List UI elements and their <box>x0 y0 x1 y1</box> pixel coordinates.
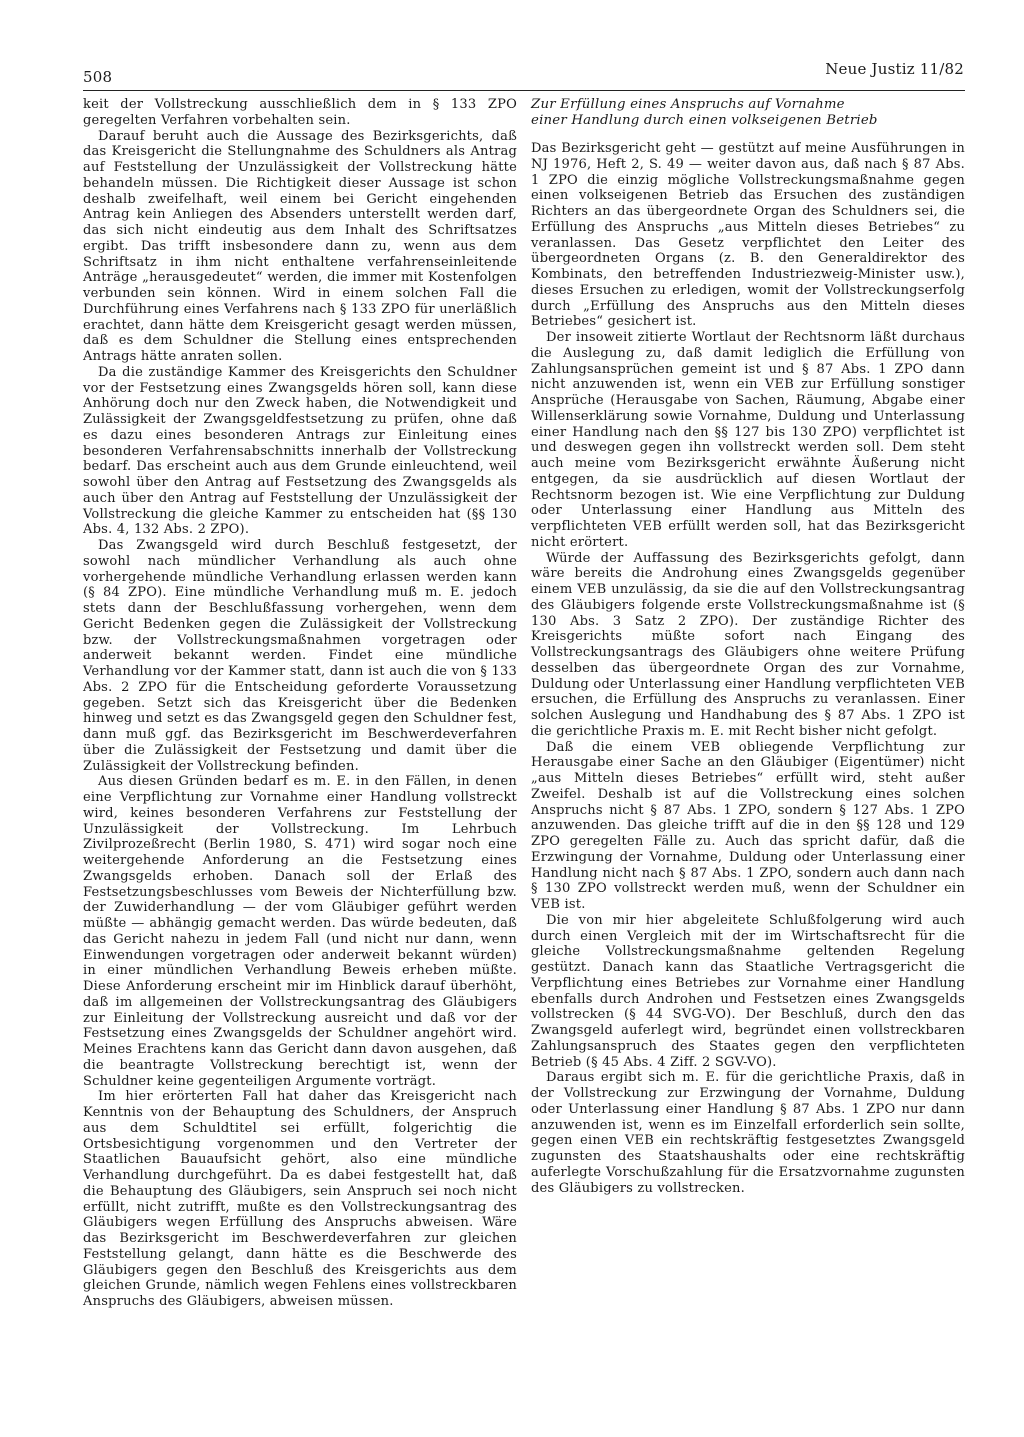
header-rule <box>83 90 965 91</box>
paragraph: Daß die einem VEB obliegende Verpflichtung zur Herausgabe einer Sache an den Gläubiger (Eigentümer) nicht „aus Mitteln dieses Betriebes“ erfüllt wird, steht außer Zweifel. Deshalb ist auf die Vollstreckung eines solchen Anspruchs nicht § 87 Abs. 1 ZPO, sondern § 127 Abs. 1 ZPO anzuwenden. Das gleiche trifft auf die in den §§ 128 und 129 ZPO geregelten Fälle zu. Auch das spricht dafür, daß die Erzwingung der Vornahme, Duldung oder Unterlassung einer Handlung nicht nach § 87 Abs. 1 ZPO, sondern auch dann nach § 130 ZPO vollstreckt werden muß, wenn der Schuldner ein VEB ist. <box>531 739 965 912</box>
journal-title: Neue Justiz 11/82 <box>825 60 964 78</box>
section-heading-line: Zur Erfüllung eines Anspruchs auf Vornahme <box>531 97 845 112</box>
paragraph: Die von mir hier abgeleitete Schlußfolgerung wird auch durch einen Vergleich mit der im Wirtschaftsrecht für die gleiche Vollstreckungsmaßnahme geltenden Regelung gestützt. Danach kann das Staatliche Vertragsgericht die Verpflichtung eines Betriebes zur Vornahme einer Handlung ebenfalls durch Androhen und Festsetzen eines Zwangsgelds vollstrecken (§ 44 SVG-VO). Der Beschluß, durch den das Zwangsgeld auferlegt wird, begründet einen vollstreckbaren Zahlungsanspruch des Staates gegen den verpflichteten Betrieb (§ 45 Abs. 4 Ziff. 2 SGV-VO). <box>531 912 965 1070</box>
right-column <box>531 97 965 1196</box>
paragraph: Das Zwangsgeld wird durch Beschluß festgesetzt, der sowohl nach mündlicher Verhandlung als auch ohne vorhergehende mündliche Verhandlung erlassen werden kann (§ 84 ZPO). Eine mündliche Verhandlung muß m. E. jedoch stets dann der Beschlußfassung vorhergehen, wenn dem Gericht Bedenken gegen die Zulässigkeit der Vollstreckung bzw. der Vollstreckungsmaßnahmen vorgetragen oder anderweit bekannt werden. Findet eine mündliche Verhandlung vor der Kammer statt, dann ist auch die von § 133 Abs. 2 ZPO für die Entscheidung geforderte Voraussetzung gegeben. Setzt sich das Kreisgericht über die Bedenken hinweg und setzt es das Zwangsgeld gegen den Schuldner fest, dann muß ggf. das Bezirksgericht im Beschwerdeverfahren über die Zulässigkeit der Festsetzung und damit über die Zulässigkeit der Vollstreckung befinden. <box>83 538 517 774</box>
paragraph: keit der Vollstreckung ausschließlich dem in § 133 ZPO geregelten Verfahren vorbehalten sein. <box>83 97 517 128</box>
paragraph: Daraus ergibt sich m. E. für die gerichtliche Praxis, daß in der Vollstreckung zur Erzwingung der Vornahme, Duldung oder Unterlassung einer Handlung § 87 Abs. 1 ZPO nur dann anzuwenden ist, wenn es im Einzelfall erforderlich sein sollte, gegen einen VEB ein rechtskräftig festgesetztes Zwangsgeld zugunsten des Staatshaushalts oder eine rechtskräftig auferlegte Vorschußzahlung für die Ersatzvornahme zugunsten des Gläubigers zu vollstrecken. <box>531 1070 965 1196</box>
paragraph: Da die zuständige Kammer des Kreisgerichts den Schuldner vor der Festsetzung eines Zwangsgelds hören soll, kann diese Anhörung doch nur den Zweck haben, die Notwendigkeit und Zulässigkeit der Zwangsgeldfestsetzung zu prüfen, ohne daß es dazu eines besonderen Antrags zur Einleitung eines besonderen Verfahrensabschnitts innerhalb der Vollstreckung bedarf. Das erscheint auch aus dem Grunde einleuchtend, weil sowohl über den Antrag auf Festsetzung des Zwangsgelds als auch über den Antrag auf Feststellung der Unzulässigkeit der Vollstreckung die gleiche Kammer zu entscheiden hat (§§ 130 Abs. 4, 132 Abs. 2 ZPO). <box>83 364 517 538</box>
paragraph: Das Bezirksgericht geht — gestützt auf meine Ausführungen in NJ 1976, Heft 2, S. 49 — weiter davon aus, daß nach § 87 Abs. 1 ZPO die einzig mögliche Vollstreckungsmaßnahme gegen einen volkseigenen Betrieb das Ersuchen des zuständigen Richters an das übergeordnete Organ des Schuldners sei, die Erfüllung des Anspruchs „aus Mitteln dieses Betriebes“ zu veranlassen. Das Gesetz verpflichtet den Leiter des übergeordneten Organs (z. B. den Generaldirektor des Kombinats, den betreffenden Industriezweig-Minister usw.), dieses Ersuchen zu erledigen, womit der Vollstreckungserfolg durch „Erfüllung des Anspruchs aus den Mitteln dieses Betriebes“ gesichert ist. <box>531 141 965 330</box>
paragraph: Darauf beruht auch die Aussage des Bezirksgerichts, daß das Kreisgericht die Stellungnahme des Schuldners als Antrag auf Feststellung der Unzulässigkeit der Vollstreckung hätte behandeln müssen. Die Richtigkeit dieser Aussage ist schon deshalb zweifelhaft, weil einem bei Gericht eingehenden Antrag kein Anliegen des Absenders unterstellt werden darf, das sich nicht eindeutig aus dem Inhalt des Schriftsatzes ergibt. Das trifft insbesondere dann zu, wenn aus dem Schriftsatz in ihm nicht enthaltene verfahrenseinleitende Anträge „herausgedeutet“ werden, die immer mit Kostenfolgen verbunden sein können. Wird in einem solchen Fall die Durchführung eines Verfahrens nach § 133 ZPO für unerläßlich erachtet, dann hätte dem Kreisgericht gesagt werden müssen, daß es dem Schuldner die Stellung eines entsprechenden Antrags hätte anraten sollen. <box>83 128 517 364</box>
section-heading-line: einer Handlung durch einen volkseigenen Betrieb <box>531 113 878 128</box>
paragraph: Der insoweit zitierte Wortlaut der Rechtsnorm läßt durchaus die Auslegung zu, daß damit lediglich die Erfüllung von Zahlungsansprüchen gemeint ist und § 87 Abs. 1 ZPO dann nicht anzuwenden ist, wenn ein VEB zur Erfüllung sonstiger Ansprüche (Herausgabe von Sachen, Räumung, Abgabe einer Willenserklärung sowie Vornahme, Duldung und Unterlassung einer Handlung nach den §§ 127 bis 130 ZPO) verpflichtet ist und deswegen gegen ihn vollstreckt werden soll. Dem steht auch meine vom Bezirksgericht erwähnte Äußerung nicht entgegen, da sie ausdrücklich auf diesen Wortlaut der Rechtsnorm bezogen ist. Wie eine Verpflichtung zur Duldung oder Unterlassung einer Handlung aus Mitteln des verpflichteten VEB erfüllt werden soll, hat das Bezirksgericht nicht erörtert. <box>531 330 965 550</box>
left-column <box>83 97 517 1310</box>
section-heading <box>531 97 965 129</box>
paragraph: Würde der Auffassung des Bezirksgerichts gefolgt, dann wäre bereits die Androhung eines Zwangsgelds gegenüber einem VEB unzulässig, da sie die auf den Vollstreckungsantrag des Gläubigers folgende erste Vollstreckungsmaßnahme ist (§ 130 Abs. 3 Satz 2 ZPO). Der zuständige Richter des Kreisgerichts müßte sofort nach Eingang des Vollstreckungsantrags des Gläubigers ohne weitere Prüfung desselben das übergeordnete Organ des zur Vornahme, Duldung oder Unterlassung einer Handlung verpflichteten VEB ersuchen, die Erfüllung des Anspruchs zu veranlassen. Einer solchen Auslegung und Handhabung des § 87 Abs. 1 ZPO ist die gerichtliche Praxis m. E. mit Recht bisher nicht gefolgt. <box>531 550 965 739</box>
paragraph: Im hier erörterten Fall hat daher das Kreisgericht nach Kenntnis von der Behauptung des Schuldners, der Anspruch aus dem Schuldtitel sei erfüllt, folgerichtig die Ortsbesichtigung vorgenommen und den Vertreter der Staatlichen Bauaufsicht gehört, also eine mündliche Verhandlung durchgeführt. Da es dabei festgestellt hat, daß die Behauptung des Gläubigers, sein Anspruch sei noch nicht erfüllt, nicht zutrifft, mußte es den Vollstreckungsantrag des Gläubigers wegen Erfüllung des Anspruchs abweisen. Wäre das Bezirksgericht im Beschwerdeverfahren zur gleichen Feststellung gelangt, dann hätte es die Beschwerde des Gläubigers gegen den Beschluß des Kreisgerichts aus dem gleichen Grunde, nämlich wegen Fehlens eines vollstreckbaren Anspruchs des Gläubigers, abweisen müssen. <box>83 1089 517 1309</box>
page-number: 508 <box>83 68 113 86</box>
paragraph: Aus diesen Gründen bedarf es m. E. in den Fällen, in denen eine Verpflichtung zur Vornahme einer Handlung vollstreckt wird, keines besonderen Verfahrens zur Feststellung der Unzulässigkeit der Vollstreckung. Im Lehrbuch Zivilprozeßrecht (Berlin 1980, S. 471) wird sogar noch eine weitergehende Anforderung an die Festsetzung eines Zwangsgelds erhoben. Danach soll der Erlaß des Festsetzungsbeschlusses vom Beweis der Nichterfüllung bzw. der Zuwiderhandlung — der vom Gläubiger geführt werden müßte — abhängig gemacht werden. Das würde bedeuten, daß das Gericht nahezu in jedem Fall (und nicht nur dann, wenn Einwendungen vorgetragen oder anderweit bekannt würden) in einer mündlichen Verhandlung Beweis erheben müßte. Diese Anforderung erscheint mir im Hinblick darauf überhöht, daß im allgemeinen der Vollstreckungsantrag des Gläubigers zur Einleitung der Vollstreckung ausreicht und daß vor der Festsetzung eines Zwangsgelds der Schuldner angehört wird. Meines Erachtens kann das Gericht dann davon ausgehen, daß die beantragte Vollstreckung berechtigt ist, wenn der Schuldner keine gegenteiligen Argumente vorträgt. <box>83 774 517 1089</box>
